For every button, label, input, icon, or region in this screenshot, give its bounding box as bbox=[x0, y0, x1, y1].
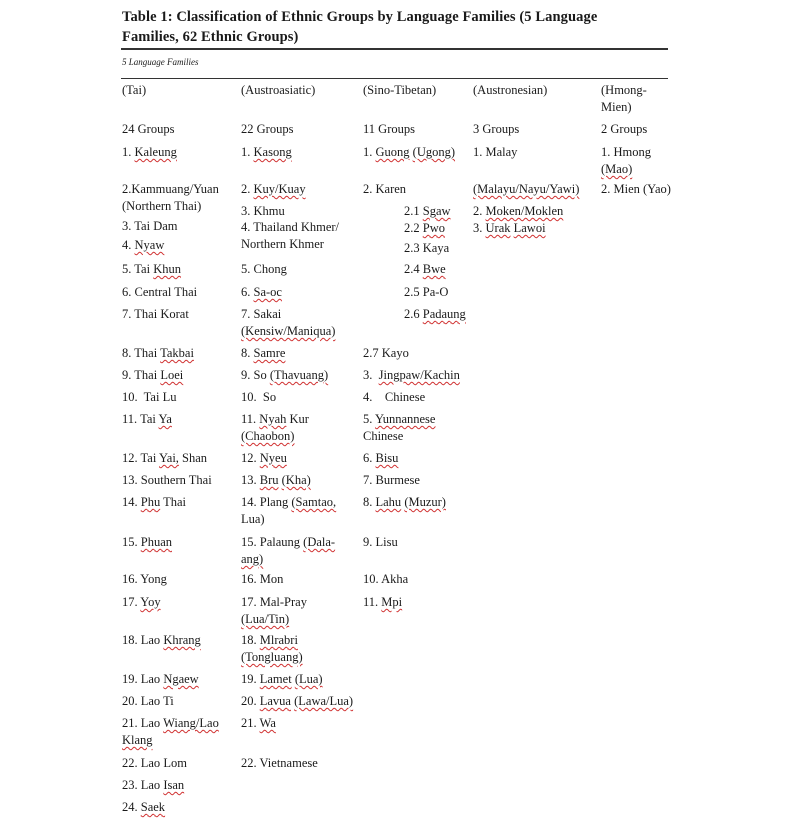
table-cell: 21. Lao Wiang/Lao Klang bbox=[122, 716, 219, 747]
column-header: (Austroasiatic) bbox=[241, 83, 316, 97]
table-cell: 18. Lao Khrang bbox=[122, 633, 201, 647]
table-cell: 14. Phu Thai bbox=[122, 495, 187, 509]
table-cell: 2.4 Bwe bbox=[404, 262, 446, 276]
table-cell: 5. Yunnannese Chinese bbox=[363, 412, 436, 443]
table-cell: 2. Kuy/Kuay bbox=[241, 182, 306, 196]
table-cell: 6. Bisu bbox=[363, 451, 399, 465]
table-cell: 8. Samre bbox=[241, 346, 286, 360]
column-header: (Austronesian) bbox=[473, 83, 548, 97]
table-cell: 9. Thai Loei bbox=[122, 368, 184, 382]
table-cell: 22. Vietnamese bbox=[241, 756, 318, 770]
table-cell: 5. Tai Khun bbox=[122, 262, 181, 276]
table-cell: 2.1 Sgaw bbox=[404, 204, 451, 218]
table-cell: 3. Urak Lawoi bbox=[473, 221, 546, 235]
table-cell: 1. Kasong bbox=[241, 145, 292, 159]
table-cell: 2.5 Pa-O bbox=[404, 285, 449, 299]
group-count: 11 Groups bbox=[363, 122, 415, 136]
table-cell: 19. Lao Ngaew bbox=[122, 672, 199, 686]
table-cell: 8. Lahu (Muzur) bbox=[363, 495, 446, 509]
table-cell: 2.7 Kayo bbox=[363, 346, 409, 360]
table-cell: 7. Burmese bbox=[363, 473, 420, 487]
table-cell: 15. Phuan bbox=[122, 535, 172, 549]
table-cell: 1. Malay bbox=[473, 145, 518, 159]
table-cell: 1. Hmong (Mao) bbox=[601, 145, 651, 176]
table-cell: 2.3 Kaya bbox=[404, 241, 450, 255]
table-cell: 20. Lao Ti bbox=[122, 694, 174, 708]
table-cell: 3. Khmu bbox=[241, 204, 285, 218]
table-cell: 10. So bbox=[241, 390, 277, 404]
table-cell: 8. Thai Takbai bbox=[122, 346, 194, 360]
table-cell: 9. So (Thavuang) bbox=[241, 368, 329, 382]
table-cell: 17. Yoy bbox=[122, 595, 161, 609]
column-header: (Tai) bbox=[122, 83, 147, 97]
table-cell: 3. Tai Dam bbox=[122, 219, 178, 233]
table-cell: 4. Nyaw bbox=[122, 238, 165, 252]
table-cell: 14. Plang (Samtao, Lua) bbox=[241, 495, 337, 526]
table-cell: 2. Karen bbox=[363, 182, 407, 196]
table-cell: 23. Lao Isan bbox=[122, 778, 185, 792]
table-cell: 2.2 Pwo bbox=[404, 221, 445, 235]
table-cell: 10. Akha bbox=[363, 572, 409, 586]
group-count: 22 Groups bbox=[241, 122, 294, 136]
table-cell: 11. Tai Ya bbox=[122, 412, 172, 426]
table-cell: 20. Lavua (Lawa/Lua) bbox=[241, 694, 354, 708]
table-cell: 7. Sakai (Kensiw/Maniqua) bbox=[241, 307, 336, 338]
table-cell: 12. Nyeu bbox=[241, 451, 287, 465]
column-header: (Hmong- Mien) bbox=[601, 83, 647, 114]
table-cell: 1. Guong (Ugong) bbox=[363, 145, 456, 159]
table-cell: 13. Southern Thai bbox=[122, 473, 212, 487]
table-cell: 24. Saek bbox=[122, 800, 166, 814]
table-title: Table 1: Classification of Ethnic Groups by Language Families (5 Language Families, 62 Ethnic Groups) bbox=[122, 9, 598, 45]
table-cell: 4. Chinese bbox=[363, 390, 426, 404]
group-count: 24 Groups bbox=[122, 122, 175, 136]
table-cell: 13. Bru (Kha) bbox=[241, 473, 311, 487]
table-cell: 15. Palaung (Dala- ang) bbox=[241, 535, 336, 566]
group-count: 2 Groups bbox=[601, 122, 648, 136]
table-cell: 9. Lisu bbox=[363, 535, 398, 549]
header-rule bbox=[121, 78, 668, 79]
table-cell: 5. Chong bbox=[241, 262, 287, 276]
table-cell: 21. Wa bbox=[241, 716, 276, 730]
table-cell: 17. Mal-Pray (Lua/Tin) bbox=[241, 595, 307, 626]
table-cell: 2.Kammuang/Yuan (Northern Thai) bbox=[122, 182, 219, 213]
table-cell: 10. Tai Lu bbox=[122, 390, 177, 404]
table-cell: 2. Moken/Moklen bbox=[473, 204, 564, 218]
table-cell: 1. Kaleung bbox=[122, 145, 177, 159]
table-cell: 6. Sa-oc bbox=[241, 285, 282, 299]
table-cell: 7. Thai Korat bbox=[122, 307, 189, 321]
table-cell: 19. Lamet (Lua) bbox=[241, 672, 323, 686]
table-cell: 16. Mon bbox=[241, 572, 284, 586]
table-cell: 11. Mpi bbox=[363, 595, 403, 609]
top-rule bbox=[121, 48, 668, 50]
table-cell: 3. Jingpaw/Kachin bbox=[363, 368, 460, 382]
table-cell: 11. Nyah Kur (Chaobon) bbox=[241, 412, 309, 443]
families-label: 5 Language Families bbox=[122, 57, 199, 67]
table-cell: (Malayu/Nayu/Yawi) bbox=[473, 182, 580, 196]
table-cell: 18. Mlrabri (Tongluang) bbox=[241, 633, 303, 664]
group-count: 3 Groups bbox=[473, 122, 520, 136]
table-cell: 12. Tai Yai, Shan bbox=[122, 451, 208, 465]
column-header: (Sino-Tibetan) bbox=[363, 83, 437, 97]
table-cell: 4. Thailand Khmer/ Northern Khmer bbox=[241, 220, 340, 251]
table-cell: 22. Lao Lom bbox=[122, 756, 187, 770]
table-cell: 6. Central Thai bbox=[122, 285, 198, 299]
table-cell: 2. Mien (Yao) bbox=[601, 182, 671, 196]
table-cell: 2.6 Padaung bbox=[404, 307, 466, 321]
table-cell: 16. Yong bbox=[122, 572, 167, 586]
